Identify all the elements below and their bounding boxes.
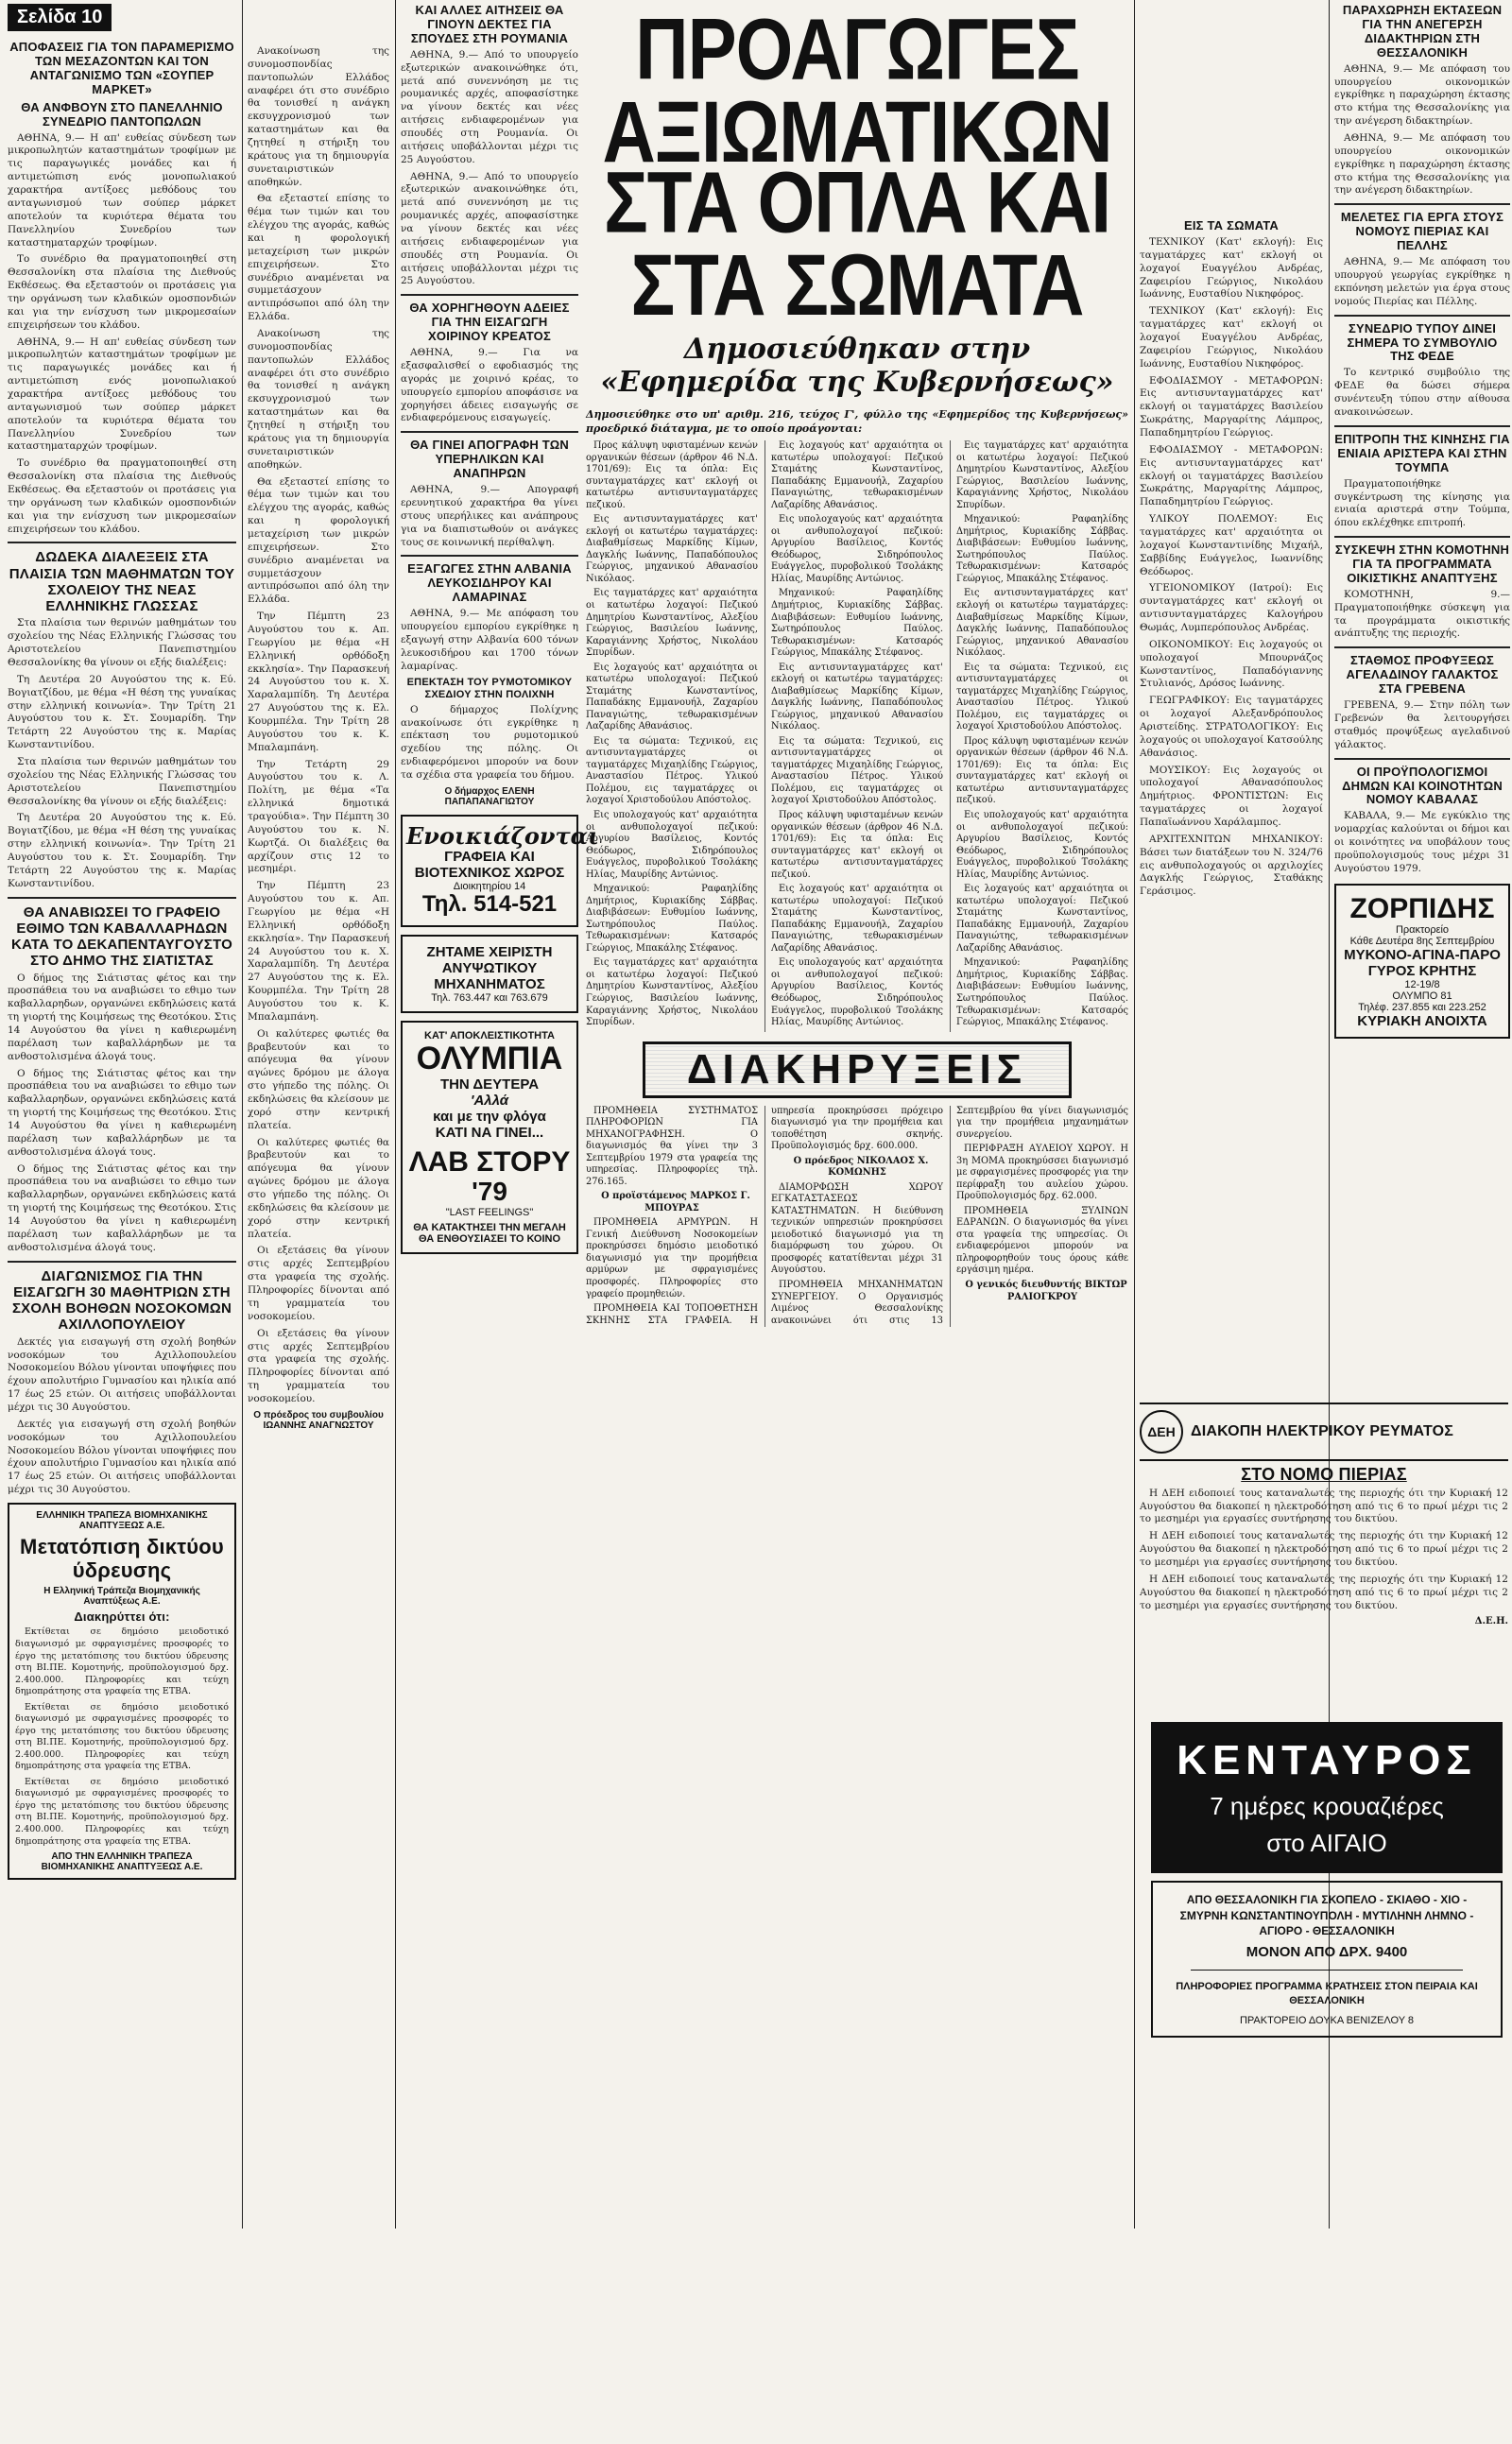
divider (8, 1261, 236, 1263)
promotions-text: Εις λοχαγούς κατ' αρχαιότητα οι κατωτέρω υπολοχαγοί: Πεζικού Σταμάτης Κωνσταντίνος, Παπαδάκης Εμμανουήλ, Ζαχαρίου Παναγιώτης, τεθωρακισμένων Λαζαρίδης Αθανάσιος. (586, 662, 758, 732)
ad-line: 7 ημέρες κρουαζιέρες (1210, 1792, 1444, 1820)
article-headline: ΣΥΝΕΔΡΙΟ ΤΥΠΟΥ ΔΙΝΕΙ ΣΗΜΕΡΑ ΤΟ ΣΥΜΒΟΥΛΙΟ ΤΗΣ ΦΕΔΕ (1347, 320, 1498, 364)
article-text: ΜΟΥΣΙΚΟΥ: Εις λοχαγούς οι υπολοχαγοί Αθανασόπουλος Δημήτριος. ΦΡΟΝΤΙΣΤΩΝ: Εις ταγματάρχες οι λοχαγοί Παπαϊωάννου Χαράλαμπος. (1140, 764, 1323, 829)
ad-text: ΓΡΑΦΕΙΑ ΚΑΙ ΒΙΟΤΕΧΝΙΚΟΣ ΧΩΡΟΣ (414, 849, 565, 882)
article-text: ΕΦΟΔΙΑΣΜΟΥ - ΜΕΤΑΦΟΡΩΝ: Εις αντισυνταγματάρχες κατ' εκλογή οι ταγματάρχες Βασιλείου Σωκράτης, Μαργαρίτης Λάμπρος, Παπαδημητρίου Γεώργιος. (1140, 374, 1323, 439)
ad-info: ΠΛΗΡΟΦΟΡΙΕΣ ΠΡΟΓΡΑΜΜΑ ΚΡΑΤΗΣΕΙΣ ΣΤΟΝ ΠΕΙΡΑΙΑ ΚΑΙ ΘΕΣΣΑΛΟΝΙΚΗ (1176, 1980, 1478, 2007)
ad-line: στο ΑΙΓΑΙΟ (1266, 1829, 1387, 1858)
article-text: ΑΘΗΝΑ, 9.— Απογραφή ερευνητικού χαρακτήρα θα γίνει στους υπερήλικες και ανάπηρους για να διαπιστωθούν οι ανάγκες τους σε κοινωνική περίθαλψη. (401, 484, 578, 548)
deh-logo-icon: ΔΕΗ (1140, 1410, 1183, 1454)
promotions-text: Εις υπολοχαγούς κατ' αρχαιότητα οι ανθυπολοχαγοί πεζικού: Αργυρίου Βασίλειος, Κοντός Θεόδωρος, Σιδηρόπουλος Ευάγγελος, πυροβολικού Τσολάκης Ηλίας, Μαυρίδης Αντώνιος. (771, 514, 943, 584)
ad-text: 12-19/8 (1404, 978, 1440, 990)
promotions-list (586, 440, 1128, 1032)
divider (1334, 758, 1510, 760)
ad-date: ΤΗΝ ΔΕΥΤΕΡΑ (439, 1076, 540, 1093)
article-headline: ΑΠΟΦΑΣΕΙΣ ΓΙΑ ΤΟΝ ΠΑΡΑΜΕΡΙΣΜΟ ΤΩΝ ΜΕΣΑΖΟΝΤΩΝ ΚΑΙ ΤΟΝ ΑΝΤΑΓΩΝΙΣΜΟ ΤΩΝ «ΣΟΥΠΕΡ ΜΑΡΚΕΤ» (9, 40, 234, 96)
article-text: ΑΘΗΝΑ, 9.— Από το υπουργείο εξωτερικών ανακοινώθηκε ότι, μετά από συνεννόηση με τις ρουμανικές αρχές, αποφασίστηκε να γίνουν δεκτές και νέες αιτήσεις ενδιαφερομένων για σπουδές στη Ρουμανία. Οι αιτήσεις υποβάλλονται μέχρι τις 25 Αυγούστου. (401, 170, 578, 287)
article-text: Οι εξετάσεις θα γίνουν στις αρχές Σεπτεμβρίου στα γραφεία της σχολής. Πληροφορίες δίνονται από τη γραμματεία του νοσοκομείου. (248, 1245, 389, 1322)
ad-film-subtitle: "LAST FEELINGS" (445, 1206, 534, 1218)
ad-footer: ΘΑ ΚΑΤΑΚΤΗΣΕΙ ΤΗΝ ΜΕΓΑΛΗ ΘΑ ΕΝΘΟΥΣΙΑΣΕΙ ΤΟ ΚΟΙΝΟ (413, 1221, 566, 1245)
promotions-text: Προς κάλυψη υφισταμένων κενών οργανικών θέσεων (άρθρον 46 Ν.Δ. 1701/69): Εις τα όπλα: Εις συνταγματάρχες κατ' εκλογή οι κατωτέρω αντισυνταγματάρχες πεζικού. (956, 735, 1128, 806)
promotions-text: Εις αντισυνταγματάρχες κατ' εκλογή οι κατωτέρω ταγματάρχες: Διαβαθμίσεως Μαρκίδης Κίμων, Δαγκλής Ιωάννης, Παπαδόπουλος Γεώργιος, μηχανικού Αθανασίου Νικόλαος. (956, 588, 1128, 659)
article-text: Στα πλαίσια των θερινών μαθημάτων του σχολείου της Νέας Ελληνικής Γλώσσας του Αριστοτελείου Πανεπιστημίου Θεσσαλονίκης θα γίνουν οι εξής διαλέξεις: (8, 756, 236, 807)
ad-text: 'Αλλά (470, 1093, 509, 1110)
notice-footer: ΑΠΟ ΤΗΝ ΕΛΛΗΝΙΚΗ ΤΡΑΠΕΖΑ ΒΙΟΜΗΧΑΝΙΚΗΣ ΑΝΑΠΤΥΞΕΩΣ Α.Ε. (41, 1851, 203, 1873)
ad-cinema-name: ΟΛΥΜΠΙΑ (416, 1040, 563, 1076)
article-headline: ΘΑ ΑΝΑΒΙΩΣΕΙ ΤΟ ΓΡΑΦΕΙΟ ΕΘΙΜΟ ΤΩΝ ΚΑΒΑΛΛΑΡΗΔΩΝ ΚΑΤΑ ΤΟ ΔΕΚΑΠΕΝΤΑΥΓΟΥΣΤΟ ΣΤΟ ΔΗΜΟ ΤΗΣ ΣΙΑΤΙΣΤΑΣ (11, 904, 232, 970)
article-text: Ανακοίνωση της συνομοσπονδίας παντοπωλών Ελλάδος αναφέρει ότι στο συνέδριο θα τονισθεί η ανάγκη εκσυγχρονισμού των καταστημάτων και θα ζητηθεί η στήριξη του κράτους για τη δημιουργία συνεταιριστικών αποθηκών. (248, 45, 389, 188)
divider (8, 542, 236, 543)
article-text: ΑΘΗΝΑ, 9.— Η απ' ευθείας σύνδεση των μικροπωλητών καταστημάτων τροφίμων με τις παραγωγικές μονάδες και ή αντιμετώπιση ενός μονοπωλιακού χαρακτήρα αντίξοες μεθόδους του ανταγωνισμού των σούπερ μάρκετ αποτελούν τα κυριότερα θέματα του Πανελληνίου Συνεδρίου των καταστηματαρχών τροφίμων. (8, 131, 236, 249)
tender-notice: ΠΡΟΜΗΘΕΙΑ ΚΑΙ ΤΟΠΟΘΕΤΗΣΗ ΣΚΗΝΗΣ ΣΤΑ ΓΡΑΦΕΙΑ. Η υπηρεσία προκηρύσσει πρόχειρο διαγωνισμό για την προμήθεια και τοποθέτηση σκηνής. Προϋπολογισμός δρχ. 600.000. (586, 1105, 943, 1326)
ad-offices-for-rent (401, 815, 599, 927)
article-text: ΑΘΗΝΑ, 9.— Με απόφαση του υπουργείου εμπορίου εγκρίθηκε η εξαγωγή στην Αλβανία 600 τόνων λευκοσιδήρου και 1700 τόνων λαμαρίνας. (401, 608, 578, 672)
article-headline: ΕΞΑΓΩΓΕΣ ΣΤΗΝ ΑΛΒΑΝΙΑ ΛΕΥΚΟΣΙΔΗΡΟΥ ΚΑΙ ΛΑΜΑΡΙΝΑΣ (407, 561, 572, 605)
article-text: Τη Δευτέρα 20 Αυγούστου της κ. Εύ. Βογιατζίδου, με θέμα «Η θέση της γυναίκας στην ελληνική κοινωνία». Την Τρίτη 21 Αυγούστου του κ. Στ. Σουμαρίδη. Την Τετάρτη 22 Αυγούστου της κ. Μαρίας Κωνσταντινίδου. (8, 812, 236, 889)
section-heading: ΕΙΣ ΤΑ ΣΩΜΑΤΑ (1184, 218, 1279, 232)
promotions-text: Εις τα σώματα: Τεχνικού, εις αντισυνταγματάρχες οι ταγματάρχες Μιχαηλίδης Γεώργιος, Αναστασίου Πέτρος. Υλικού Πολέμου, εις ταγματάρχες οι λοχαγοί Χριστοδούλου Απόστολος. (586, 735, 758, 806)
ad-route: ΑΠΟ ΘΕΣΣΑΛΟΝΙΚΗ ΓΙΑ ΣΚΟΠΕΛΟ - ΣΚΙΑΘΟ - ΧΙΟ - ΣΜΥΡΝΗ ΚΩΝΣΤΑΝΤΙΝΟΥΠΟΛΗ - ΜΥΤΙΛΗΝΗ ΛΗΜΝΟ - ΑΓΙΟΡΟ - ΘΕΣΣΑΛΟΝΙΚΗ (1179, 1893, 1474, 1937)
bank-notice-box (8, 1503, 236, 1880)
notice-text: Εκτίθεται σε δημόσιο μειοδοτικό διαγωνισμό με σφραγισμένες προσφορές το έργο της μετατόπισης του δικτύου ύδρευσης στη ΒΙ.ΠΕ. Κομοτηνής, προϋπολογισμού δρχ. 2.400.000. Πληροφορίες και τεύχη δημοπράτησης στα γραφεία της ΕΤΒΑ. (15, 1701, 229, 1772)
kentavros-ad (1151, 1714, 1503, 2225)
article-text: ΓΕΩΓΡΑΦΙΚΟΥ: Εις ταγματάρχες οι λοχαγοί Αλεξανδρόπουλος Αριστείδης. ΣΤΡΑΤΟΛΟΓΙΚΟΥ: Εις λοχαγούς οι υπολοχαγοί Κατσούλης Αθανάσιος. (1140, 695, 1323, 759)
promotions-text: Εις τα σώματα: Τεχνικού, εις αντισυνταγματάρχες οι ταγματάρχες Μιχαηλίδης Γεώργιος, Αναστασίου Πέτρος. Υλικού Πολέμου, εις ταγματάρχες οι λοχαγοί Χριστοδούλου Απόστολος. (956, 662, 1128, 732)
promotions-text: Εις υπολοχαγούς κατ' αρχαιότητα οι ανθυπολοχαγοί πεζικού: Αργυρίου Βασίλειος, Κοντός Θεόδωρος, Σιδηρόπουλος Ευάγγελος, πυροβολικού Τσολάκης Ηλίας, Μαυρίδης Αντώνιος. (586, 810, 758, 880)
tender-signature: Ο γενικός διευθυντής ΒΙΚΤΩΡ ΡΑΛΙΟΓΚΡΟΥ (965, 1280, 1127, 1302)
ad-headline: Ενοικιάζονται (406, 821, 599, 850)
ad-film-title: ΛΑΒ ΣΤΟΡΥ (408, 1146, 571, 1179)
column-7 (1334, 0, 1510, 1399)
promotions-text: Μηχανικού: Ραφαηλίδης Δημήτριος, Κυριακίδης Σάββας. Διαβιβάσεων: Ευθυμίου Ιωάννης, Σωτηρόπουλος Παύλος. Τεθωρακισμένων: Κατσαρός Γεώργιος, Μπακάλης Στέφανος. (956, 957, 1128, 1028)
article-text: Ο δήμος της Σιάτιστας φέτος και την προσπάθεια του να αναβιώσει το εθιμο των καβαλλαρηδων, οργανώνει εκδηλώσεις κατά τη γιορτή της Κοιμήσεως της Θεοτόκου. Στις 14 Αυγούστου θα γίνει η καθιερωμένη παρέλαση των καβαλλάρηδων με τα ανθοστολισμένα άλογά τους. (8, 1162, 236, 1253)
deh-text: Η ΔΕΗ ειδοποιεί τους καταναλωτές της περιοχής ότι την Κυριακή 12 Αυγούστου θα διακοπεί η ηλεκτροδότηση από τις 6 το πρωί μέχρι τις 2 το μεσημέρι για εργασίες συντήρησης του δικτύου. (1140, 1573, 1508, 1611)
ad-phone: Τηλ. 763.447 και 763.679 (431, 991, 548, 1004)
column-1 (8, 0, 236, 2229)
article-text: Δεκτές για εισαγωγή στη σχολή βοηθών νοσοκόμων του Αχιλλοπουλείου Νοσοκομείου Βόλου γίνονται υποψήφιες που έχουν απολυτήριο Γυμνασίου και ηλικία από 17 έως 25 ετών. Οι αιτήσεις υποβάλλονται μέχρι τις 30 Αυγούστου. (8, 1335, 236, 1413)
ad-job-operator (401, 935, 578, 1013)
main-story (586, 0, 1128, 2229)
article-text: Ο δήμος της Σιάτιστας φέτος και την προσπάθεια του να αναβιώσει το εθιμο των καβαλλαρηδων, οργανώνει εκδηλώσεις κατά τη γιορτή της Κοιμήσεως της Θεοτόκου. Στις 14 Αυγούστου θα γίνει η καθιερωμένη παρέλαση των καβαλλάρηδων με τα ανθοστολισμένα άλογά τους. (8, 972, 236, 1062)
article-headline: ΕΠΕΚΤΑΣΗ ΤΟΥ ΡΥΜΟΤΟΜΙΚΟΥ ΣΧΕΔΙΟΥ ΣΤΗΝ ΠΟΛΙΧΝΗ (406, 677, 573, 701)
divider (1334, 425, 1510, 427)
tender-notice: ΠΡΟΜΗΘΕΙΑ ΜΗΧΑΝΗΜΑΤΩΝ ΣΥΝΕΡΓΕΙΟΥ. Ο Οργανισμός Λιμένος Θεσσαλονίκης ανακοινώνει ότι στις 13 Σεπτεμβρίου θα γίνει διαγωνισμός για την προμήθεια μηχανημάτων συνεργείου. (771, 1105, 1128, 1326)
promotions-text: Εις τα σώματα: Τεχνικού, εις αντισυνταγματάρχες οι ταγματάρχες Μιχαηλίδης Γεώργιος, Αναστασίου Πέτρος. Υλικού Πολέμου, εις ταγματάρχες οι λοχαγοί Χριστοδούλου Απόστολος. (771, 735, 943, 806)
promotions-text: Μηχανικού: Ραφαηλίδης Δημήτριος, Κυριακίδης Σάββας. Διαβιβάσεων: Ευθυμίου Ιωάννης, Σωτηρόπουλος Παύλος. Τεθωρακισμένων: Κατσαρός Γεώργιος, Μπακάλης Στέφανος. (956, 514, 1128, 584)
article-text: Ο δήμαρχος Πολίχνης ανακοίνωσε ότι εγκρίθηκε η επέκταση του ρυμοτομικού σχεδίου της πόλης. Οι ενδιαφερόμενοι μπορούν να δουν τα σχέδια στα γραφεία του δήμου. (401, 703, 578, 782)
article-text: ΤΕΧΝΙΚΟΥ (Κατ' εκλογή): Εις ταγματάρχες κατ' εκλογή οι λοχαγοί Ευαγγέλου Ανδρέας, Ζαφειρίου Γεώργιος, Νικολάου Ιωάννης, Ευσταθίου Νικηφόρος. (1140, 235, 1323, 301)
article-text: Πραγματοποιήθηκε συγκέντρωση της κίνησης για ενιαία αριστερά στην Τούμπα, όπου εκλέχθηκε επιτροπή. (1334, 477, 1510, 529)
article-headline: ΜΕΛΕΤΕΣ ΓΙΑ ΕΡΓΑ ΣΤΟΥΣ ΝΟΜΟΥΣ ΠΙΕΡΙΑΣ ΚΑΙ ΠΕΛΛΗΣ (1340, 210, 1504, 253)
article-text: ΑΘΗΝΑ, 9.— Η απ' ευθείας σύνδεση των μικροπωλητών καταστημάτων τροφίμων με τις παραγωγικές μονάδες και ή αντιμετώπιση ενός μονοπωλιακού χαρακτήρα αντίξοες μεθόδους του ανταγωνισμού των σούπερ μάρκετ αποτελούν τα κυριότερα θέματα του Πανελληνίου Συνεδρίου των καταστηματαρχών τροφίμων. (8, 336, 236, 453)
main-headline-line-1: ΠΡΟΑΓΩΓΕΣ ΑΞΙΩΜΑΤΙΚΩΝ (602, 0, 1112, 181)
divider (1334, 315, 1510, 317)
signature: Ο δήμαρχος ΕΛΕΝΗ ΠΑΠΑΠΑΝΑΓΙΩΤΟΥ (444, 785, 535, 807)
ad-cinema-olympia (401, 1021, 578, 1254)
tender-signature: Ο πρόεδρος ΝΙΚΟΛΑΟΣ Χ. ΚΟΜΩΝΗΣ (793, 1155, 929, 1179)
article-headline: ΕΠΙΤΡΟΠΗ ΤΗΣ ΚΙΝΗΣΗΣ ΓΙΑ ΕΝΙΑΙΑ ΑΡΙΣΤΕΡΑ ΚΑΙ ΣΤΗΝ ΤΟΥΜΠΑ (1334, 431, 1510, 474)
ad-text: ΚΑΤΙ ΝΑ ΓΙΝΕΙ... (435, 1125, 544, 1142)
promotions-text: Μηχανικού: Ραφαηλίδης Δημήτριος, Κυριακίδης Σάββας. Διαβιβάσεων: Ευθυμίου Ιωάννης, Σωτηρόπουλος Παύλος. Τεθωρακισμένων: Κατσαρός Γεώργιος, Μπακάλης Στέφανος. (586, 884, 758, 954)
promotions-text: Εις ταγματάρχες κατ' αρχαιότητα οι κατωτέρω λοχαγοί: Πεζικού Δημητρίου Κωνσταντίνος, Αλεξίου Γεώργιος, Βασιλείου Ιωάννης, Καραγιάννης Χρήστος, Νικολάου Σπυρίδων. (956, 440, 1128, 510)
article-headline: ΘΑ ΓΙΝΕΙ ΑΠΟΓΡΑΦΗ ΤΩΝ ΥΠΕΡΗΛΙΚΩΝ ΚΑΙ ΑΝΑΠΗΡΩΝ (410, 438, 569, 481)
main-lead: Δημοσιεύθηκε στο υπ' αριθμ. 216, τεύχος Γ', φύλλο της «Εφημερίδος της Κυβερνήσεως» προεδρικό διάταγμα, με το οποίο προάγονται: (586, 408, 1128, 436)
signature: Ο πρόεδρος του συμβουλίου ΙΩΑΝΝΗΣ ΑΝΑΓΝΩΣΤΟΥ (253, 1409, 384, 1431)
ad-brand: ΚΕΝΤΑΥΡΟΣ (1177, 1737, 1477, 1783)
article-subheadline: ΘΑ ΑΝΦΒΟΥΝ ΣΤΟ ΠΑΝΕΛΛΗΝΙΟ ΣΥΝΕΔΡΙΟ ΠΑΝΤΟΠΩΛΩΝ (21, 99, 223, 129)
article-headline: ΣΥΣΚΕΨΗ ΣΤΗΝ ΚΟΜΟΤΗΝΗ ΓΙΑ ΤΑ ΠΡΟΓΡΑΜΜΑΤΑ ΟΙΚΙΣΤΙΚΗΣ ΑΝΑΠΤΥΞΗΣ (1334, 542, 1510, 585)
promotions-text: Εις υπολοχαγούς κατ' αρχαιότητα οι ανθυπολοχαγοί πεζικού: Αργυρίου Βασίλειος, Κοντός Θεόδωρος, Σιδηρόπουλος Ευάγγελος, πυροβολικού Τσολάκης Ηλίας, Μαυρίδης Αντώνιος. (771, 957, 943, 1028)
tender-notice: ΠΡΟΜΗΘΕΙΑ ΣΥΣΤΗΜΑΤΟΣ ΠΛΗΡΟΦΟΡΙΩΝ ΓΙΑ ΜΗΧΑΝΟΓΡΑΦΗΣΗ. Ο διαγωνισμός θα γίνει την 3 Σεπτεμβρίου 1979 στα γραφεία της υπηρεσίας. Πληροφορίες τηλ. 276.165. (586, 1105, 758, 1187)
notice-text: Εκτίθεται σε δημόσιο μειοδοτικό διαγωνισμό με σφραγισμένες προσφορές το έργο της μετατόπισης του δικτύου ύδρευσης στη ΒΙ.ΠΕ. Κομοτηνής, προϋπολογισμού δρχ. 2.400.000. Πληροφορίες και τεύχη δημοπράτησης στα γραφεία της ΕΤΒΑ. (15, 1776, 229, 1847)
article-text: ΚΑΒΑΛΑ, 9.— Με εγκύκλιο της νομαρχίας καλούνται οι δήμοι και οι κοινότητες να υποβάλουν τους προϋπολογισμούς τους μέχρι 31 Αυγούστου 1979. (1334, 810, 1510, 874)
article-text: Οι καλύτερες φωτιές θα βραβευτούν και το απόγευμα θα γίνουν αγώνες δρόμου με άλογα στο γήπεδο της πόλης. Οι εκδηλώσεις θα κλείσουν με χορό στην κεντρική πλατεία. (248, 1136, 389, 1240)
deh-text: Η ΔΕΗ ειδοποιεί τους καταναλωτές της περιοχής ότι την Κυριακή 12 Αυγούστου θα διακοπεί η ηλεκτροδότηση από τις 6 το πρωί μέχρι τις 2 το μεσημέρι για εργασίες συντήρησης του δικτύου. (1140, 1530, 1508, 1568)
tender-notice: ΔΙΑΜΟΡΦΩΣΗ ΧΩΡΟΥ ΕΓΚΑΤΑΣΤΑΣΕΩΣ ΚΑΤΑΣΤΗΜΑΤΩΝ. Η διεύθυνση τεχνικών υπηρεσιών προκηρύσσει μειοδοτικό διαγωνισμό για τη διαμόρφωση του χώρου. Οι προσφορές κατατίθενται μέχρι 31 Αυγούστου. (771, 1181, 943, 1276)
promotions-text: Εις ταγματάρχες κατ' αρχαιότητα οι κατωτέρω λοχαγοί: Πεζικού Δημητρίου Κωνσταντίνος, Αλεξίου Γεώργιος, Βασιλείου Ιωάννης, Καραγιάννης Χρήστος, Νικολάου Σπυρίδων. (586, 588, 758, 659)
article-text: ΑΘΗΝΑ, 9.— Με απόφαση του υπουργείου οικονομικών εγκρίθηκε η παραχώρηση έκτασης στο κτήμα της Θεσσαλονίκης για την ανέγερση διδακτηρίων. (1334, 132, 1510, 197)
column-3 (401, 0, 599, 2229)
article-headline: ΚΑΙ ΑΛΛΕΣ ΑΙΤΗΣΕΙΣ ΘΑ ΓΙΝΟΥΝ ΔΕΚΤΕΣ ΓΙΑ ΣΠΟΥΔΕΣ ΣΤΗ ΡΟΥΜΑΝΙΑ (410, 3, 569, 45)
article-text: Το κεντρικό συμβούλιο της ΦΕΔΕ θα δώσει σήμερα συνέντευξη τύπου στην αίθουσα ανακοινώσεων. (1334, 367, 1510, 418)
ad-text: και με την φλόγα (433, 1109, 546, 1126)
article-text: ΥΛΙΚΟΥ ΠΟΛΕΜΟΥ: Εις ταγματάρχες κατ' αρχαιότητα οι λοχαγοί Κωνσταντινίδης Μιχαήλ, Σαββίδης Ευάγγελος, Ιωαννίδης Θεόδωρος. (1140, 513, 1323, 577)
article-text: Την Πέμπτη 23 Αυγούστου του κ. Απ. Γεωργίου με θέμα «Η Ελληνική ορθόδοξη εκκλησία». Την Παρασκευή 24 Αυγούστου του κ. Χ. Χαραλαμπίδη. Τη Δευτέρα 27 Αυγούστου της κ. Ελ. Κουρμπέλα. Την Τρίτη 28 Αυγούστου του κ. Κ. Μπαλαμπάνη. (248, 880, 389, 1023)
article-text: Την Τετάρτη 29 Αυγούστου του κ. Λ. Πολίτη, με θέμα «Τα ελληνικά δημοτικά τραγούδια». Την Πέμπτη 30 Αυγούστου του κ. Ν. Κωρτζά. Οι διαλέξεις θα αρχίζουν στις 12 το μεσημέρι. (248, 758, 389, 875)
promotions-text: Εις λοχαγούς κατ' αρχαιότητα οι κατωτέρω υπολοχαγοί: Πεζικού Σταμάτης Κωνσταντίνος, Παπαδάκης Εμμανουήλ, Ζαχαρίου Παναγιώτης, τεθωρακισμένων Λαζαρίδης Αθανάσιος. (771, 440, 943, 510)
ad-address: Διοικητηρίου 14 (453, 881, 526, 893)
promotions-text: Εις αντισυνταγματάρχες κατ' εκλογή οι κατωτέρω ταγματάρχες: Διαβαθμίσεως Μαρκίδης Κίμων, Δαγκλής Ιωάννης, Παπαδόπουλος Γεώργιος, μηχανικού Αθανασίου Νικόλαος. (771, 662, 943, 732)
deh-notice (1140, 1403, 1508, 1705)
divider (401, 431, 578, 433)
article-text: Οι εξετάσεις θα γίνουν στις αρχές Σεπτεμβρίου στα γραφεία της σχολής. Πληροφορίες δίνονται από τη γραμματεία του νοσοκομείου. (248, 1327, 389, 1404)
divider (1334, 536, 1510, 538)
article-text: Δεκτές για εισαγωγή στη σχολή βοηθών νοσοκόμων του Αχιλλοπουλείου Νοσοκομείου Βόλου γίνονται υποψήφιες που έχουν απολυτήριο Γυμνασίου και ηλικία από 17 έως 25 ετών. Οι αιτήσεις υποβάλλονται μέχρι τις 30 Αυγούστου. (8, 1418, 236, 1496)
ad-zorpidis-travel (1334, 884, 1510, 1039)
ad-cruise-banner (1151, 1722, 1503, 1873)
promotions-text: Εις λοχαγούς κατ' αρχαιότητα οι κατωτέρω υπολοχαγοί: Πεζικού Σταμάτης Κωνσταντίνος, Παπαδάκης Εμμανουήλ, Ζαχαρίου Παναγιώτης, τεθωρακισμένων Λαζαρίδης Αθανάσιος. (956, 884, 1128, 954)
divider (1334, 203, 1510, 205)
promotions-text: Μηχανικού: Ραφαηλίδης Δημήτριος, Κυριακίδης Σάββας. Διαβιβάσεων: Ευθυμίου Ιωάννης, Σωτηρόπουλος Παύλος. Τεθωρακισμένων: Κατσαρός Γεώργιος, Μπακάλης Στέφανος. (771, 588, 943, 659)
article-headline: ΟΙ ΠΡΟΫΠΟΛΟΓΙΣΜΟΙ ΔΗΜΩΝ ΚΑΙ ΚΟΙΝΟΤΗΤΩΝ ΝΟΜΟΥ ΚΑΒΑΛΑΣ (1342, 764, 1503, 807)
deh-title: ΔΙΑΚΟΠΗ ΗΛΕΚΤΡΙΚΟΥ ΡΕΥΜΑΤΟΣ (1191, 1423, 1454, 1440)
article-text: Το συνέδριο θα πραγματοποιηθεί στη Θεσσαλονίκη στα πλαίσια της Διεθνούς Εκθέσεως. Θα εξεταστούν οι προτάσεις για την οργάνωση των κλαδικών ομοσπονδιών και για την ενίσχυση των μικρομεσαίων επιχειρήσεων του κλάδου. (8, 253, 236, 331)
ad-text: Κάθε Δευτέρα 8ης Σεπτεμβρίου (1349, 935, 1495, 947)
ad-address: ΠΡΑΚΤΟΡΕΙΟ ΔΟΥΚΑ ΒΕΝΙΖΕΛΟΥ 8 (1239, 2014, 1415, 2026)
tender-notice: ΠΕΡΙΦΡΑΞΗ ΑΥΛΕΙΟΥ ΧΩΡΟΥ. Η 3η ΜΟΜΑ προκηρύσσει διαγωνισμό με σφραγισμένες προσφορές για την περίφραξη του αυλείου χώρου. Προϋπολογισμός δρχ. 62.000. (956, 1144, 1128, 1202)
promotions-text: Εις αντισυνταγματάρχες κατ' εκλογή οι κατωτέρω ταγματάρχες: Διαβαθμίσεως Μαρκίδης Κίμων, Δαγκλής Ιωάννης, Παπαδόπουλος Γεώργιος, μηχανικού Αθανασίου Νικόλαος. (586, 514, 758, 584)
article-text: ΑΘΗΝΑ, 9.— Από το υπουργείο εξωτερικών ανακοινώθηκε ότι, μετά από συνεννόηση με τις ρουμανικές αρχές, αποφασίστηκε να γίνουν δεκτές και νέες αιτήσεις ενδιαφερομένων για σπουδές στη Ρουμανία. Οι αιτήσεις υποβάλλονται μέχρι τις 25 Αυγούστου. (401, 48, 578, 165)
promotions-text: Προς κάλυψη υφισταμένων κενών οργανικών θέσεων (άρθρον 46 Ν.Δ. 1701/69): Εις τα όπλα: Εις συνταγματάρχες κατ' εκλογή οι κατωτέρω αντισυνταγματάρχες πεζικού. (771, 810, 943, 880)
article-text: ΚΟΜΟΤΗΝΗ, 9.— Πραγματοποιήθηκε σύσκεψη για τα προγράμματα οικιστικής ανάπτυξης της περιοχής. (1334, 588, 1510, 640)
notice-headline: Μετατόπιση δικτύου ύδρευσης (20, 1534, 224, 1583)
divider (401, 294, 578, 296)
divider (401, 555, 578, 557)
article-text: ΕΦΟΔΙΑΣΜΟΥ - ΜΕΤΑΦΟΡΩΝ: Εις αντισυνταγματάρχες κατ' εκλογή οι ταγματάρχες Βασιλείου Σωκράτης, Μαργαρίτης Λάμπρος, Παπαδημητρίου Γεώργιος. (1140, 443, 1323, 508)
article-text: Ο δήμος της Σιάτιστας φέτος και την προσπάθεια του να αναβιώσει το εθιμο των καβαλλαρηδων, οργανώνει εκδηλώσεις κατά τη γιορτή της Κοιμήσεως της Θεοτόκου. Στις 14 Αυγούστου θα γίνει η καθιερωμένη παρέλαση των καβαλλάρηδων με τα ανθοστολισμένα άλογά τους. (8, 1067, 236, 1158)
article-text: Οι καλύτερες φωτιές θα βραβευτούν και το απόγευμα θα γίνουν αγώνες δρόμου με άλογα στο γήπεδο της πόλης. Οι εκδηλώσεις θα κλείσουν με χορό στην κεντρική πλατεία. (248, 1027, 389, 1131)
column-rule (242, 0, 243, 2229)
deh-subtitle: ΣΤΟ ΝΟΜΟ ΠΙΕΡΙΑΣ (1241, 1465, 1407, 1484)
article-text: Θα εξεταστεί επίσης το θέμα των τιμών και του ελέγχου της αγοράς, καθώς και η φορολογική μεταχείριση των μικρών επιχειρήσεων. Στο συνέδριο αναμένεται να συμμετάσχουν αντιπρόσωποι από όλη την Ελλάδα. (248, 475, 389, 606)
promotions-text: Εις ταγματάρχες κατ' αρχαιότητα οι κατωτέρω λοχαγοί: Πεζικού Δημητρίου Κωνσταντίνος, Αλεξίου Γεώργιος, Βασιλείου Ιωάννης, Καραγιάννης Χρήστος, Νικολάου Σπυρίδων. (586, 957, 758, 1028)
deh-text: Η ΔΕΗ ειδοποιεί τους καταναλωτές της περιοχής ότι την Κυριακή 12 Αυγούστου θα διακοπεί η ηλεκτροδότηση από τις 6 το πρωί μέχρι τις 2 το μεσημέρι για εργασίες συντήρησης του δικτύου. (1140, 1487, 1508, 1525)
tender-signature: Ο προϊστάμενος ΜΑΡΚΟΣ Γ. ΜΠΟΥΡΑΣ (601, 1191, 750, 1213)
article-text: Την Πέμπτη 23 Αυγούστου του κ. Απ. Γεωργίου με θέμα «Η Ελληνική ορθόδοξη εκκλησία». Την Παρασκευή 24 Αυγούστου του κ. Χ. Χαραλαμπίδη. Τη Δευτέρα 27 Αυγούστου της κ. Ελ. Κουρμπέλα. Την Τρίτη 28 Αυγούστου του κ. Κ. Μπαλαμπάνη. (248, 611, 389, 753)
article-text: Στα πλαίσια των θερινών μαθημάτων του σχολείου της Νέας Ελληνικής Γλώσσας του Αριστοτελείου Πανεπιστημίου Θεσσαλονίκης θα γίνουν οι εξής διαλέξεις: (8, 617, 236, 668)
ad-price: ΜΟΝΟΝ ΑΠΟ ΔΡΧ. 9400 (1246, 1943, 1408, 1960)
column-2 (248, 0, 389, 2274)
tenders-list (586, 1106, 1128, 1328)
ad-text: ΚΥΡΙΑΚΗ ΑΝΟΙΧΤΑ (1357, 1012, 1487, 1029)
main-subtitle: Δημοσιεύθηκαν στην «Εφημερίδα της Κυβερνήσεως» (600, 333, 1114, 400)
article-text: Ανακοίνωση της συνομοσπονδίας παντοπωλών Ελλάδος αναφέρει ότι στο συνέδριο θα τονισθεί η ανάγκη εκσυγχρονισμού των καταστημάτων και θα ζητηθεί η στήριξη του κράτους για τη δημιουργία συνεταιριστικών αποθηκών. (248, 328, 389, 471)
article-text: ΑΘΗΝΑ, 9.— Με απόφαση του υπουργείου οικονομικών εγκρίθηκε η παραχώρηση έκτασης στο κτήμα της Θεσσαλονίκης για την ανέγερση διδακτηρίων. (1334, 62, 1510, 128)
article-text: ΑΡΧΙΤΕΧΝΙΤΩΝ ΜΗΧΑΝΙΚΟΥ: Βάσει των διατάξεων του Ν. 324/76 εις ανθυπολοχαγούς οι αρχιλοχίες Δαγκλής Γεώργιος, Σταθάκης Γεράσιμος. (1140, 833, 1323, 898)
ad-text: ΓΥΡΟΣ ΚΡΗΤΗΣ (1367, 962, 1477, 979)
deh-signature: Δ.Ε.Η. (1474, 1616, 1508, 1627)
main-headline-line-2: ΣΤΑ ΟΠΛΑ ΚΑΙ ΣΤΑ ΣΩΜΑΤΑ (603, 152, 1111, 335)
ad-tagline: ΚΑΤ' ΑΠΟΚΛΕΙΣΤΙΚΟΤΗΤΑ (424, 1029, 555, 1041)
divider (1334, 646, 1510, 648)
tender-notice: ΠΡΟΜΗΘΕΙΑ ΑΡΜΥΡΩΝ. Η Γενική Διεύθυνση Νοσοκομείων προκηρύσσει δημόσιο μειοδοτικό διαγωνισμό για την προμήθεια αρμύρων με σφραγισμένες προσφορές. Πληροφορίες στο γραφείο προμηθειών. (586, 1217, 758, 1299)
tenders-banner: ΔΙΑΚΗΡΥΞΕΙΣ (643, 1041, 1072, 1098)
ad-phone: Τηλ. 514-521 (421, 891, 558, 918)
ad-film-year: '79 (472, 1177, 507, 1207)
column-rule (395, 0, 396, 2229)
ad-text: ΜΥΚΟΝΟ-ΑΓΙΝΑ-ΠΑΡΟ (1344, 946, 1501, 963)
ad-text: ΟΛΥΜΠΟ 81 (1392, 990, 1452, 1002)
column-rule (1134, 0, 1135, 2229)
tender-notice: ΠΡΟΜΗΘΕΙΑ ΞΥΛΙΝΩΝ ΕΔΡΑΝΩΝ. Ο διαγωνισμός θα γίνει στα γραφεία της υπηρεσίας. Οι ενδιαφερόμενοι μπορούν να πληροφορηθούν τους όρους κάθε εργάσιμη ημέρα. (956, 1205, 1128, 1276)
ad-text: Τηλέφ. 237.855 και 223.252 (1358, 1001, 1486, 1013)
article-text: Το συνέδριο θα πραγματοποιηθεί στη Θεσσαλονίκη στα πλαίσια της Διεθνούς Εκθέσεως. Θα εξεταστούν οι προτάσεις για την οργάνωση των κλαδικών ομοσπονδιών και για την ενίσχυση των μικρομεσαίων επιχειρήσεων του κλάδου. (8, 457, 236, 535)
notice-issuer: ΕΛΛΗΝΙΚΗ ΤΡΑΠΕΖΑ ΒΙΟΜΗΧΑΝΙΚΗΣ ΑΝΑΠΤΥΞΕΩΣ Α.Ε. (36, 1509, 208, 1531)
page-number-badge: Σελίδα 10 (8, 4, 112, 31)
article-headline: ΔΙΑΓΩΝΙΣΜΟΣ ΓΙΑ ΤΗΝ ΕΙΣΑΓΩΓΗ 30 ΜΑΘΗΤΡΙΩΝ ΣΤΗ ΣΧΟΛΗ ΒΟΗΘΩΝ ΝΟΣΟΚΟΜΩΝ ΑΧΙΛΛΟΠΟΥΛΕΙΟΥ (11, 1267, 232, 1334)
article-text: ΓΡΕΒΕΝΑ, 9.— Στην πόλη των Γρεβενών θα λειτουργήσει σταθμός προψύξεως αγελαδινού γάλακτος. (1334, 699, 1510, 750)
promotions-text: Προς κάλυψη υφισταμένων κενών οργανικών θέσεων (άρθρον 46 Ν.Δ. 1701/69): Εις τα όπλα: Εις συνταγματάρχες κατ' εκλογή οι κατωτέρω αντισυνταγματάρχες πεζικού. (586, 440, 758, 510)
divider (8, 897, 236, 899)
article-text: ΑΘΗΝΑ, 9.— Για να εξασφαλισθεί ο εφοδιασμός της αγοράς με χοιρινό κρέας, το υπουργείο εμπορίου αποφάσισε να χορηγήσει άδειες εισαγωγής σε ενδιαφερόμενους εισαγωγείς. (401, 347, 578, 424)
article-text: ΟΙΚΟΝΟΜΙΚΟΥ: Εις λοχαγούς οι υπολοχαγοί Μπουρνάζος Κωνσταντίνος, Παπαδόγιαννης Στυλιανός, Δρόσος Ιωάννης. (1140, 638, 1323, 690)
notice-subtitle: Η Ελληνική Τράπεζα Βιομηχανικής Αναπτύξεως Α.Ε. (43, 1585, 200, 1607)
article-headline: ΘΑ ΧΟΡΗΓΗΘΟΥΝ ΑΔΕΙΕΣ ΓΙΑ ΤΗΝ ΕΙΣΑΓΩΓΗ ΧΟΙΡΙΝΟΥ ΚΡΕΑΤΟΣ (409, 301, 570, 344)
ad-brand: ΖΟΡΠΙΔΗΣ (1349, 892, 1495, 924)
article-headline: ΣΤΑΘΜΟΣ ΠΡΟΦΥΞΕΩΣ ΑΓΕΛΑΔΙΝΟΥ ΓΑΛΑΚΤΟΣ ΣΤΑ ΓΡΕΒΕΝΑ (1346, 653, 1499, 697)
article-text: ΑΘΗΝΑ, 9.— Με απόφαση του υπουργού γεωργίας εγκρίθηκε η εκπόνηση μελετών για έργα στους νομούς Πιερίας και Πέλλης. (1334, 256, 1510, 307)
article-text: ΤΕΧΝΙΚΟΥ (Κατ' εκλογή): Εις ταγματάρχες κατ' εκλογή οι λοχαγοί Ευαγγέλου Ανδρέας, Ζαφειρίου Γεώργιος, Νικολάου Ιωάννης, Ευσταθίου Νικηφόρος. (1140, 305, 1323, 370)
notice-text: Εκτίθεται σε δημόσιο μειοδοτικό διαγωνισμό με σφραγισμένες προσφορές το έργο της μετατόπισης του δικτύου ύδρευσης στη ΒΙ.ΠΕ. Κομοτηνής, προϋπολογισμού δρχ. 2.400.000. Πληροφορίες και τεύχη δημοπράτησης στα γραφεία της ΕΤΒΑ. (15, 1626, 229, 1697)
article-text: Τη Δευτέρα 20 Αυγούστου της κ. Εύ. Βογιατζίδου, με θέμα «Η θέση της γυναίκας στην ελληνική κοινωνία». Την Τρίτη 21 Αυγούστου του κ. Στ. Σουμαρίδη. Την Τετάρτη 22 Αυγούστου της κ. Μαρίας Κωνσταντινίδου. (8, 673, 236, 751)
article-headline: ΔΩΔΕΚΑ ΔΙΑΛΕΞΕΙΣ ΣΤΑ ΠΛΑΙΣΙΑ ΤΩΝ ΜΑΘΗΜΑΤΩΝ ΤΟΥ ΣΧΟΛΕΙΟΥ ΤΗΣ ΝΕΑΣ ΕΛΛΗΝΙΚΗΣ ΓΛΩΣΣΑΣ (9, 549, 235, 615)
promotions-text: Εις λοχαγούς κατ' αρχαιότητα οι κατωτέρω υπολοχαγοί: Πεζικού Σταμάτης Κωνσταντίνος, Παπαδάκης Εμμανουήλ, Ζαχαρίου Παναγιώτης, τεθωρακισμένων Λαζαρίδης Αθανάσιος. (771, 884, 943, 954)
article-headline: ΠΑΡΑΧΩΡΗΣΗ ΕΚΤΑΣΕΩΝ ΓΙΑ ΤΗΝ ΑΝΕΓΕΡΣΗ ΔΙΔΑΚΤΗΡΙΩΝ ΣΤΗ ΘΕΣΣΑΛΟΝΙΚΗ (1342, 3, 1503, 60)
article-text: ΥΓΕΙΟΝΟΜΙΚΟΥ (Ιατροί): Εις συνταγματάρχες κατ' εκλογή οι αντισυνταγματάρχες Καλογήρου Θωμάς, Λυμπερόπουλος Ανδρέας. (1140, 582, 1323, 633)
article-text: Θα εξεταστεί επίσης το θέμα των τιμών και του ελέγχου της αγοράς, καθώς και η φορολογική μεταχείριση των μικρών επιχειρήσεων. Στο συνέδριο αναμένεται να συμμετάσχουν αντιπρόσωποι από όλη την Ελλάδα. (248, 193, 389, 323)
ad-text: Πρακτορείο (1395, 923, 1450, 936)
notice-announce: Διακηρύττει ότι: (74, 1609, 170, 1624)
promotions-text: Εις υπολοχαγούς κατ' αρχαιότητα οι ανθυπολοχαγοί πεζικού: Αργυρίου Βασίλειος, Κοντός Θεόδωρος, Σιδηρόπουλος Ευάγγελος, πυροβολικού Τσολάκης Ηλίας, Μαυρίδης Αντώνιος. (956, 810, 1128, 880)
ad-headline: ΖΗΤΑΜΕ ΧΕΙΡΙΣΤΗ ΑΝΥΨΩΤΙΚΟΥ ΜΗΧΑΝΗΜΑΤΟΣ (426, 943, 553, 992)
